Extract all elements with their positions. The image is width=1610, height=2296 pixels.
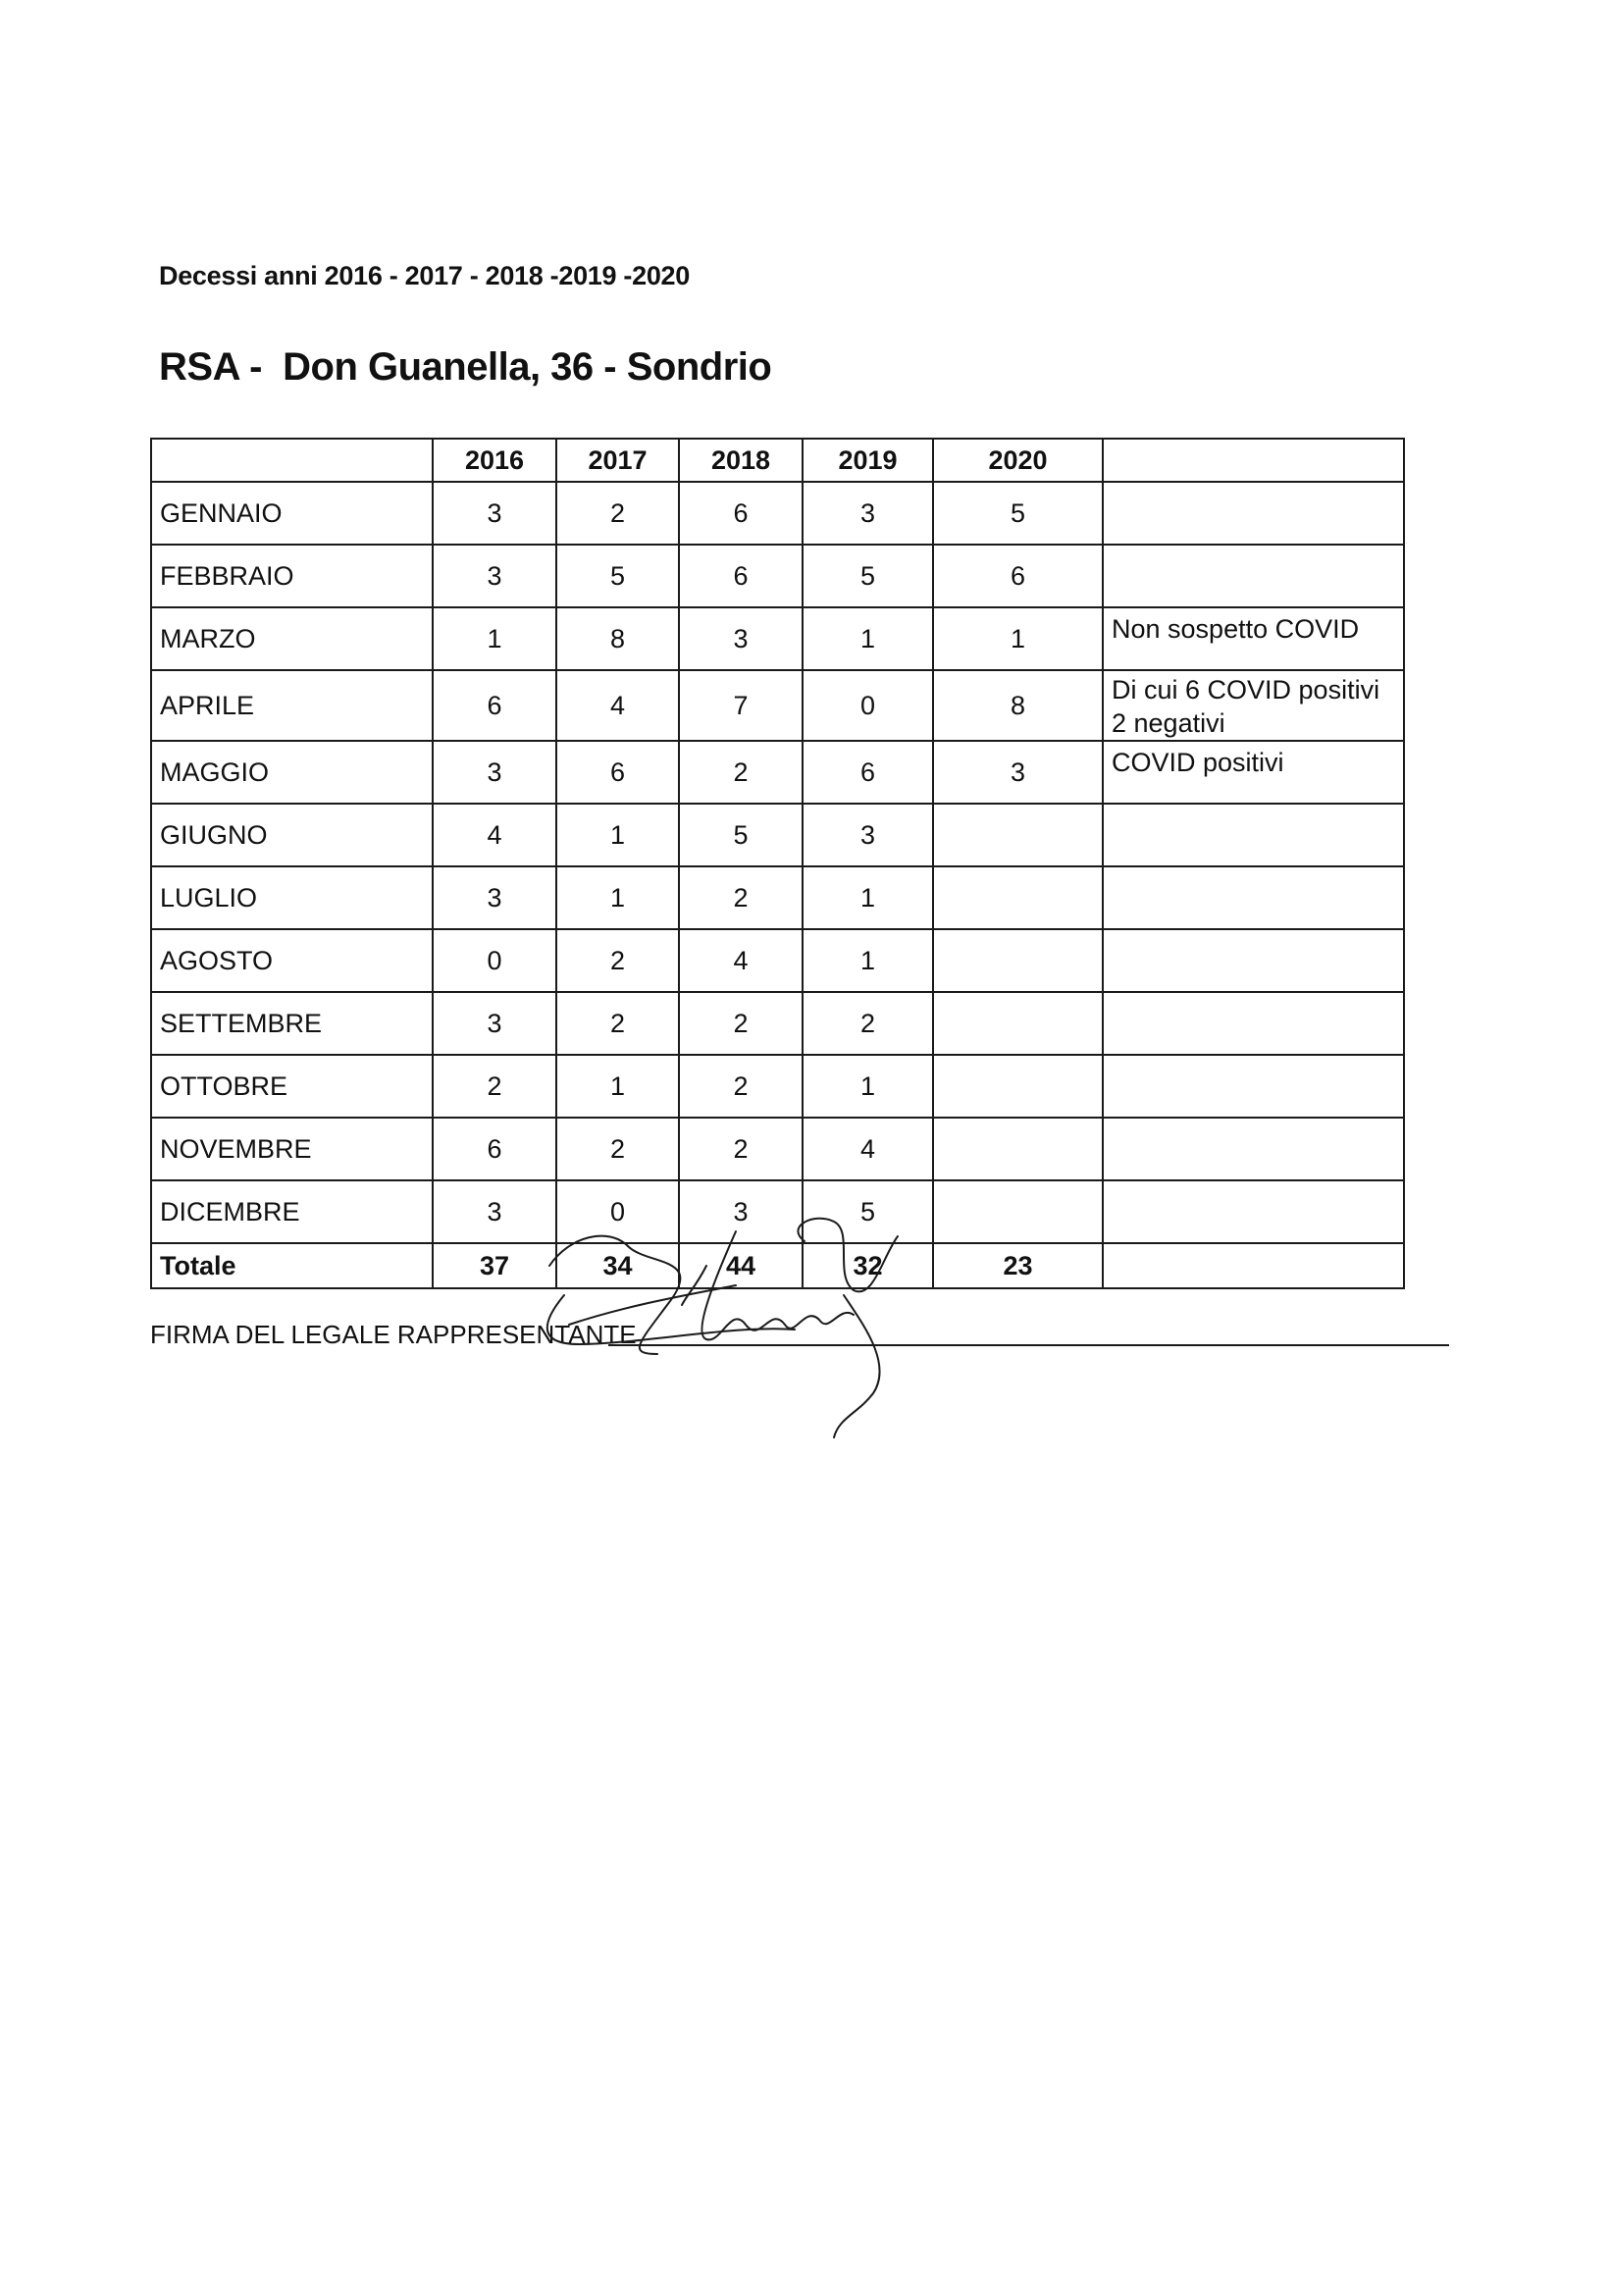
value-cell xyxy=(933,1055,1103,1118)
total-cell: 34 xyxy=(556,1243,679,1288)
value-cell: 1 xyxy=(556,804,679,866)
value-cell: 3 xyxy=(433,866,556,929)
value-cell: 1 xyxy=(803,607,933,670)
value-cell: 5 xyxy=(933,482,1103,545)
note-cell xyxy=(1103,929,1404,992)
value-cell: 1 xyxy=(803,929,933,992)
note-text: Non sospetto COVID xyxy=(1112,614,1360,644)
value-cell: 0 xyxy=(803,670,933,741)
value-cell: 3 xyxy=(433,741,556,804)
header-cell: 2018 xyxy=(679,439,803,482)
value-cell xyxy=(933,929,1103,992)
note-text: Di cui 6 COVID positivi xyxy=(1112,675,1380,704)
value-cell: 2 xyxy=(556,482,679,545)
value-cell: 4 xyxy=(433,804,556,866)
table-row xyxy=(151,1118,1404,1180)
value-cell: 2 xyxy=(679,741,803,804)
value-cell: 4 xyxy=(679,929,803,992)
note-cell xyxy=(1103,1180,1404,1243)
value-cell: 3 xyxy=(433,992,556,1055)
value-cell: 8 xyxy=(933,670,1103,741)
total-cell: 37 xyxy=(433,1243,556,1288)
table-row xyxy=(151,992,1404,1055)
value-cell: 1 xyxy=(803,1055,933,1118)
month-cell: OTTOBRE xyxy=(151,1055,433,1118)
month-cell: APRILE xyxy=(151,670,433,741)
month-cell: DICEMBRE xyxy=(151,1180,433,1243)
note-cell xyxy=(1103,1055,1404,1118)
table-row xyxy=(151,741,1404,804)
value-cell: 2 xyxy=(679,1055,803,1118)
table-row xyxy=(151,866,1404,929)
table-row xyxy=(151,670,1404,741)
value-cell: 5 xyxy=(679,804,803,866)
month-cell: MAGGIO xyxy=(151,741,433,804)
value-cell: 1 xyxy=(556,866,679,929)
note-text: 2 negativi xyxy=(1112,708,1225,738)
document-title: RSA - Don Guanella, 36 - Sondrio xyxy=(159,345,772,389)
table-row xyxy=(151,804,1404,866)
table-row xyxy=(151,482,1404,545)
value-cell: 2 xyxy=(556,929,679,992)
value-cell: 6 xyxy=(679,545,803,607)
note-cell xyxy=(1103,670,1404,741)
header-cell: 2016 xyxy=(433,439,556,482)
note-cell xyxy=(1103,607,1404,670)
signature-label: FIRMA DEL LEGALE RAPPRESENTANTE xyxy=(150,1320,637,1349)
value-cell: 2 xyxy=(679,1118,803,1180)
value-cell: 1 xyxy=(433,607,556,670)
value-cell: 5 xyxy=(803,545,933,607)
value-cell: 6 xyxy=(679,482,803,545)
value-cell xyxy=(933,1180,1103,1243)
total-cell: 32 xyxy=(803,1243,933,1288)
value-cell: 3 xyxy=(803,482,933,545)
note-cell xyxy=(1103,545,1404,607)
value-cell: 1 xyxy=(556,1055,679,1118)
value-cell: 4 xyxy=(556,670,679,741)
value-cell: 2 xyxy=(556,992,679,1055)
table-row xyxy=(151,607,1404,670)
month-cell: MARZO xyxy=(151,607,433,670)
table-row xyxy=(151,1055,1404,1118)
header-cell xyxy=(1103,439,1404,482)
header-row xyxy=(151,439,1404,482)
value-cell: 6 xyxy=(433,670,556,741)
month-cell: GIUGNO xyxy=(151,804,433,866)
value-cell: 7 xyxy=(679,670,803,741)
note-cell xyxy=(1103,1243,1404,1288)
document-subtitle: Decessi anni 2016 - 2017 - 2018 -2019 -2020 xyxy=(159,261,690,290)
table-row xyxy=(151,929,1404,992)
total-cell: 23 xyxy=(933,1243,1103,1288)
total-cell: 44 xyxy=(679,1243,803,1288)
table-row xyxy=(151,545,1404,607)
deaths-table xyxy=(150,438,1405,1289)
value-cell: 1 xyxy=(933,607,1103,670)
note-cell xyxy=(1103,1118,1404,1180)
note-cell xyxy=(1103,804,1404,866)
value-cell: 3 xyxy=(679,607,803,670)
value-cell: 8 xyxy=(556,607,679,670)
value-cell: 3 xyxy=(803,804,933,866)
total-label: Totale xyxy=(151,1243,433,1288)
value-cell: 4 xyxy=(803,1118,933,1180)
value-cell: 2 xyxy=(803,992,933,1055)
note-cell xyxy=(1103,992,1404,1055)
value-cell: 2 xyxy=(679,866,803,929)
value-cell: 5 xyxy=(803,1180,933,1243)
value-cell: 6 xyxy=(803,741,933,804)
month-cell: LUGLIO xyxy=(151,866,433,929)
value-cell: 1 xyxy=(803,866,933,929)
value-cell xyxy=(933,992,1103,1055)
month-cell: FEBBRAIO xyxy=(151,545,433,607)
handwritten-signature xyxy=(510,1197,942,1442)
value-cell: 2 xyxy=(556,1118,679,1180)
value-cell: 6 xyxy=(556,741,679,804)
note-cell xyxy=(1103,482,1404,545)
header-cell: 2019 xyxy=(803,439,933,482)
note-cell xyxy=(1103,866,1404,929)
value-cell: 6 xyxy=(933,545,1103,607)
value-cell: 3 xyxy=(433,545,556,607)
value-cell: 5 xyxy=(556,545,679,607)
value-cell: 0 xyxy=(556,1180,679,1243)
value-cell: 3 xyxy=(433,1180,556,1243)
value-cell: 2 xyxy=(433,1055,556,1118)
header-cell: 2017 xyxy=(556,439,679,482)
value-cell: 3 xyxy=(679,1180,803,1243)
header-cell xyxy=(151,439,433,482)
header-cell: 2020 xyxy=(933,439,1103,482)
value-cell xyxy=(933,1118,1103,1180)
value-cell: 0 xyxy=(433,929,556,992)
month-cell: SETTEMBRE xyxy=(151,992,433,1055)
month-cell: NOVEMBRE xyxy=(151,1118,433,1180)
value-cell: 6 xyxy=(433,1118,556,1180)
note-text: COVID positivi xyxy=(1112,748,1284,777)
month-cell: AGOSTO xyxy=(151,929,433,992)
value-cell: 2 xyxy=(679,992,803,1055)
note-cell xyxy=(1103,741,1404,804)
value-cell xyxy=(933,866,1103,929)
month-cell: GENNAIO xyxy=(151,482,433,545)
value-cell: 3 xyxy=(433,482,556,545)
value-cell: 3 xyxy=(933,741,1103,804)
value-cell xyxy=(933,804,1103,866)
